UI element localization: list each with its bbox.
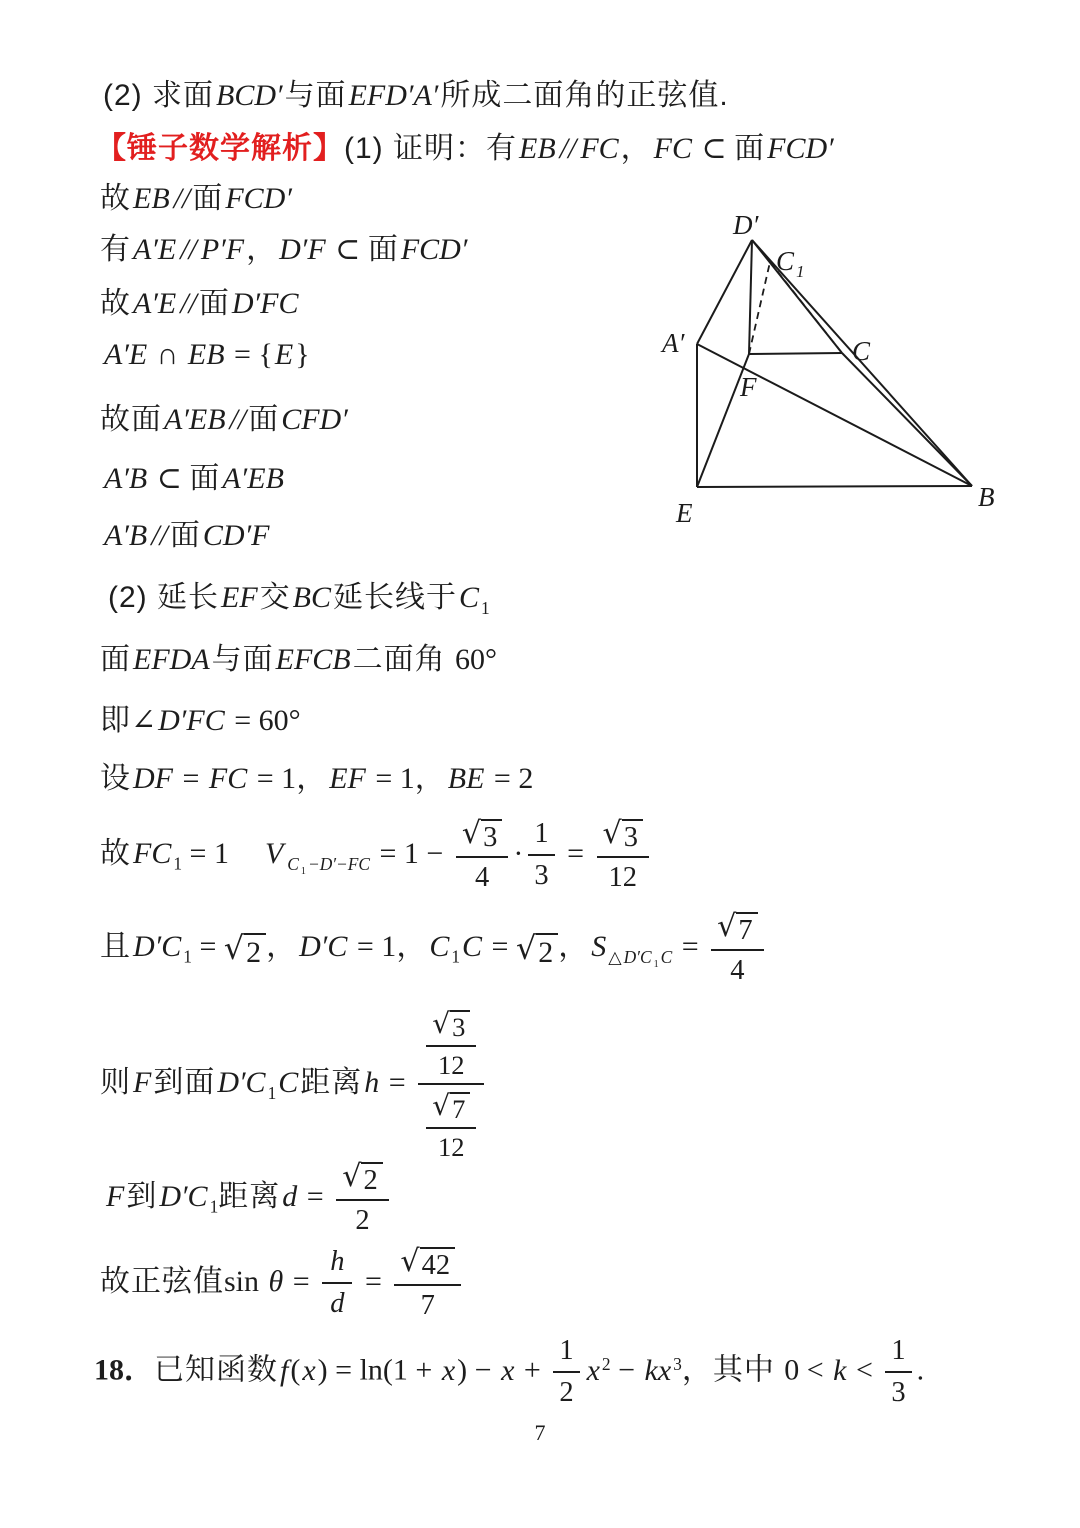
figure-edge-dprime-c	[752, 240, 842, 353]
problem-18-line: 18．已知函数f(x) = ln(1 + x) − x + $\frac{1}{2}$ x $^2$ − kx $^3$，其中 0 < k < $\frac{1}{3}$ .	[94, 1335, 925, 1408]
proof-conclusion-line: A′B //面CD′F	[104, 519, 270, 552]
geometry-figure	[640, 200, 1040, 540]
proof-line-3: 故A′E //面D′FC	[100, 287, 299, 320]
part2-lengths-line: 且D′C $_1$ = √ 2 ，D′C = 1，C $_1$C = √ 2 ，S $_{\triangle D'C _1 C}$ = √ 7 4	[100, 908, 769, 988]
proof-line-5: 故面A′EB //面CFD′	[100, 403, 348, 436]
vertex-label-c1: C $_1$	[776, 246, 805, 281]
part2-angle-line: 即∠D′FC = 60°	[100, 704, 301, 737]
part2-extend-line: (2) 延长EF交BC延长线于C $_1$	[108, 581, 490, 618]
part2-dihedral-line: 面EFDA与面EFCB二面角 60°	[100, 643, 497, 676]
vertex-label-d-prime: D′	[733, 210, 759, 240]
part2-volume-line: 故FC $_1$ = 1 V $_{C _1 -D'-FC}$ = 1 − √ 3 4 · $\frac{1}{3}$ = √ 3 12	[100, 815, 654, 895]
vertex-label-a-prime: A′	[662, 328, 685, 358]
proof-line-2: 有A′E // P′F，D′F ⊂ 面FCD′	[100, 233, 468, 266]
part2-distance-h-line: 则F到面D′C $_1$C距离h = √ 3 12 √ 7 12	[100, 1006, 489, 1163]
vertex-label-c: C	[852, 336, 871, 366]
proof-line-1: 故EB //面FCD′	[100, 182, 292, 215]
proof-line-4: A′E ∩ EB = {E}	[104, 338, 310, 371]
figure-edge-e-b	[697, 486, 972, 487]
page-number: 7	[534, 1420, 546, 1445]
figure-dashed-f-c1	[749, 262, 770, 354]
figure-edge-dprime-aprime	[697, 240, 752, 344]
proof-line-6: A′B ⊂ 面A′EB	[104, 462, 284, 495]
vertex-label-e: E	[676, 498, 693, 528]
part2-sine-line: 故正弦值sin θ = $\frac{h}{d}$ = √ 42 7	[100, 1243, 466, 1323]
figure-edge-f-c	[749, 353, 842, 354]
figure-edge-aprime-b	[697, 344, 972, 486]
figure-edge-dprime-f	[749, 240, 752, 354]
part2-assign-line: 设DF = FC = 1，EF = 1，BE = 2	[100, 762, 534, 795]
part2-distance-d-line: F到D′C $_1$距离d = √ 2 2	[104, 1158, 394, 1238]
question-part2-line: (2) 求面BCD′与面EFD′A′所成二面角的正弦值.	[103, 79, 729, 112]
analysis-header-line: 【锤子数学解析】(1) 证明：有EB // FC，FC ⊂ 面FCD′	[96, 132, 834, 165]
vertex-label-f: F	[740, 372, 757, 402]
vertex-label-b: B	[978, 482, 995, 512]
figure-edge-c-b	[842, 353, 972, 486]
